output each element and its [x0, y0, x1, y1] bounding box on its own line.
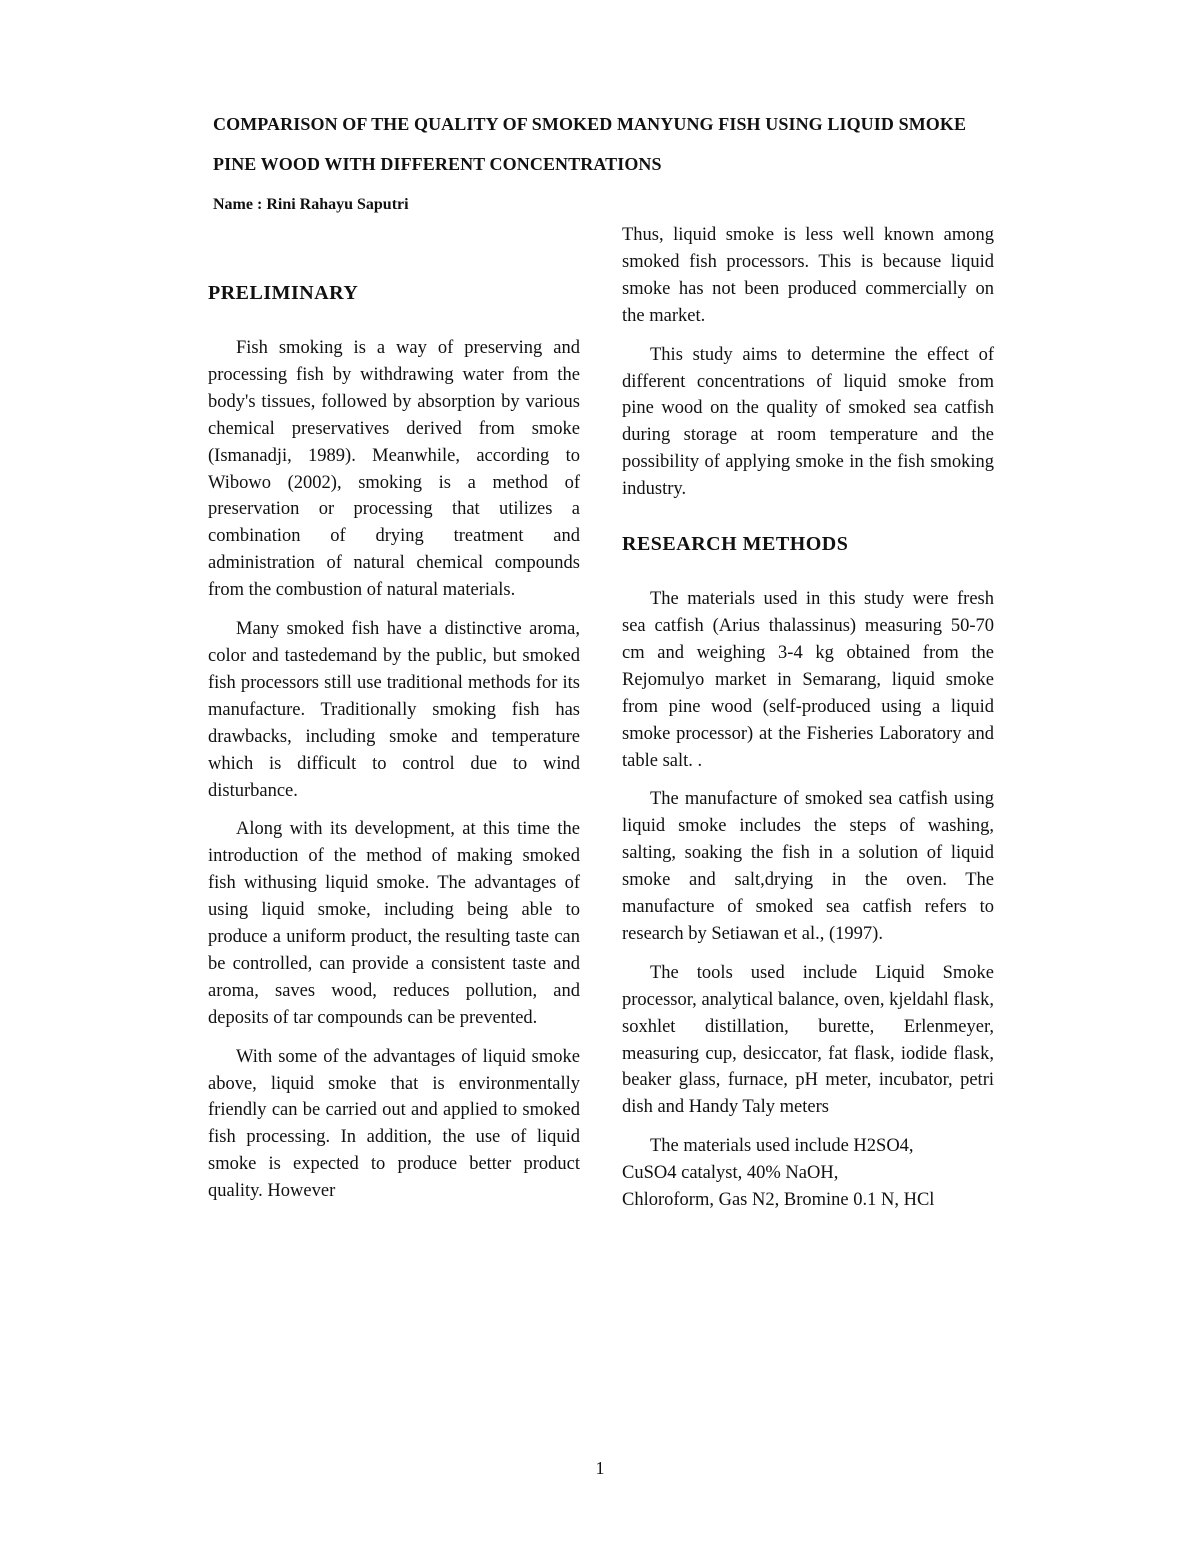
materials-line: The materials used include H2SO4,	[650, 1136, 914, 1157]
paragraph: Fish smoking is a way of preserving and processing fish by withdrawing water from the body's tissues, followed by absorption by various chemical preservatives derived from smoke (Ismanadji, 1989). Meanwhile, according to Wibowo (2002), smoking is a method of preservation or processing that utilizes a combination of drying treatment and administration of natural chemical compounds from the combustion of natural materials.	[208, 338, 580, 601]
paragraph: The manufacture of smoked sea catfish using liquid smoke includes the steps of washing, salting, soaking the fish in a solution of liquid smoke and salt,drying in the oven. The manufacture of smoked sea catfish refers to research by Setiawan et al., (1997).	[622, 789, 994, 944]
paragraph-study-aim: This study aims to determine the effect of different concentrations of liquid smoke from pine wood on the quality of smoked sea catfish during storage at room temperature and the possibility of applying smoke in the fish smoking industry.	[622, 344, 994, 500]
section-heading-research-methods: RESEARCH METHODS	[622, 533, 849, 556]
author-name: Name : Rini Rahayu Saputri	[213, 196, 409, 213]
left-column	[208, 222, 580, 1217]
paragraph: Many smoked fish have a distinctive aroma, color and tastedemand by the public, but smoked fish processors still use traditional methods for its manufacture. Traditionally smoking fish has drawbacks, including smoke and temperature which is difficult to control due to wind disturbance.	[208, 619, 580, 801]
paper-title-line-1: COMPARISON OF THE QUALITY OF SMOKED MANYUNG FISH USING LIQUID SMOKE	[213, 114, 967, 134]
materials-line: Chloroform, Gas N2, Bromine 0.1 N, HCl	[622, 1190, 935, 1211]
right-column	[622, 222, 994, 1226]
page-number: 1	[595, 1458, 605, 1478]
paragraph-continuation: Thus, liquid smoke is less well known among smoked fish processors. This is because liquid smoke has not been produced commercially on the market.	[622, 225, 994, 326]
paper-title-line-2: PINE WOOD WITH DIFFERENT CONCENTRATIONS	[213, 154, 662, 174]
paragraph-materials	[622, 1133, 994, 1214]
paragraph: The tools used include Liquid Smoke processor, analytical balance, oven, kjeldahl flask, soxhlet distillation, burette, Erlenmeyer, measuring cup, desiccator, fat flask, iodide flask, beaker glass, furnace, pH meter, incubator, petri dish and Handy Taly meters	[622, 962, 994, 1118]
materials-line: CuSO4 catalyst, 40% NaOH,	[622, 1163, 839, 1184]
paragraph: The materials used in this study were fresh sea catfish (Arius thalassinus) measuring 50-70 cm and weighing 3-4 kg obtained from the Rejomulyo market in Semarang, liquid smoke from pine wood (self-produced using a liquid smoke processor) at the Fisheries Laboratory and table salt. .	[622, 589, 994, 771]
section-heading-preliminary: PRELIMINARY	[208, 282, 359, 304]
paragraph: Along with its development, at this time the introduction of the method of making smoked fish withusing liquid smoke. The advantages of using liquid smoke, including being able to produce a uniform product, the resulting taste can be controlled, can provide a consistent taste and aroma, saves wood, reduces pollution, and deposits of tar compounds can be prevented.	[208, 819, 580, 1028]
paragraph: With some of the advantages of liquid smoke above, liquid smoke that is environmentally friendly can be carried out and applied to smoked fish processing. In addition, the use of liquid smoke is expected to produce better product quality. However	[208, 1046, 580, 1202]
